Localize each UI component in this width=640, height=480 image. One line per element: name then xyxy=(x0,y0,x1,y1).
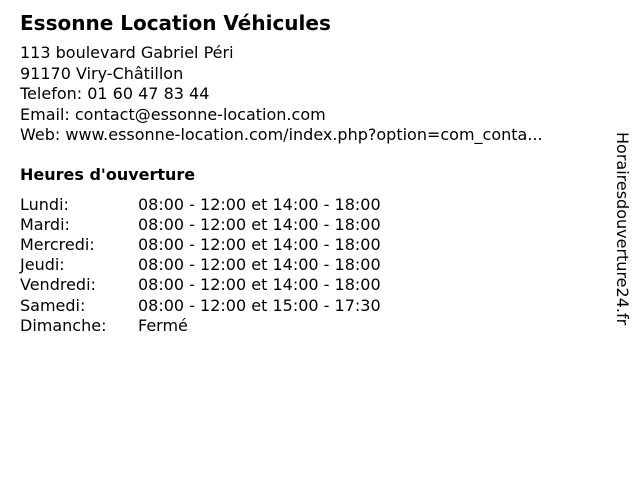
opening-hours-table xyxy=(20,195,600,336)
time-value: 08:00 - 12:00 et 15:00 - 17:30 xyxy=(138,295,381,315)
hours-row-sunday xyxy=(20,316,600,336)
day-label: Dimanche: xyxy=(20,315,107,335)
time-value: 08:00 - 12:00 et 14:00 - 18:00 xyxy=(138,275,381,295)
hours-row-wednesday xyxy=(20,235,600,255)
phone-line[interactable]: Telefon: 01 60 47 83 44 xyxy=(20,84,210,103)
address-line-1: 113 boulevard Gabriel Péri xyxy=(20,43,234,62)
time-value: Fermé xyxy=(138,315,188,335)
address-line-2: 91170 Viry-Châtillon xyxy=(20,63,184,83)
day-label: Mercredi: xyxy=(20,234,95,254)
day-label: Samedi: xyxy=(20,295,86,315)
web-line[interactable]: Web: www.essonne-location.com/index.php?option=com_conta... xyxy=(20,125,543,144)
contact-block xyxy=(20,43,600,146)
day-label: Mardi: xyxy=(20,214,70,234)
business-title: Essonne Location Véhicules xyxy=(20,11,331,35)
day-label: Lundi: xyxy=(20,194,69,214)
email-line[interactable]: Email: contact@essonne-location.com xyxy=(20,104,326,124)
hours-row-saturday xyxy=(20,296,600,316)
hours-row-tuesday xyxy=(20,215,600,235)
opening-hours-heading: Heures d'ouverture xyxy=(20,164,196,184)
time-value: 08:00 - 12:00 et 14:00 - 18:00 xyxy=(138,194,381,214)
time-value: 08:00 - 12:00 et 14:00 - 18:00 xyxy=(138,214,381,234)
side-brand-text: Horairesdouverture24.fr xyxy=(613,132,632,326)
time-value: 08:00 - 12:00 et 14:00 - 18:00 xyxy=(138,234,381,254)
hours-row-monday xyxy=(20,195,600,215)
day-label: Jeudi: xyxy=(20,255,65,275)
hours-row-thursday xyxy=(20,255,600,275)
business-card xyxy=(20,10,600,336)
time-value: 08:00 - 12:00 et 14:00 - 18:00 xyxy=(138,255,381,275)
hours-row-friday xyxy=(20,275,600,295)
day-label: Vendredi: xyxy=(20,275,96,295)
